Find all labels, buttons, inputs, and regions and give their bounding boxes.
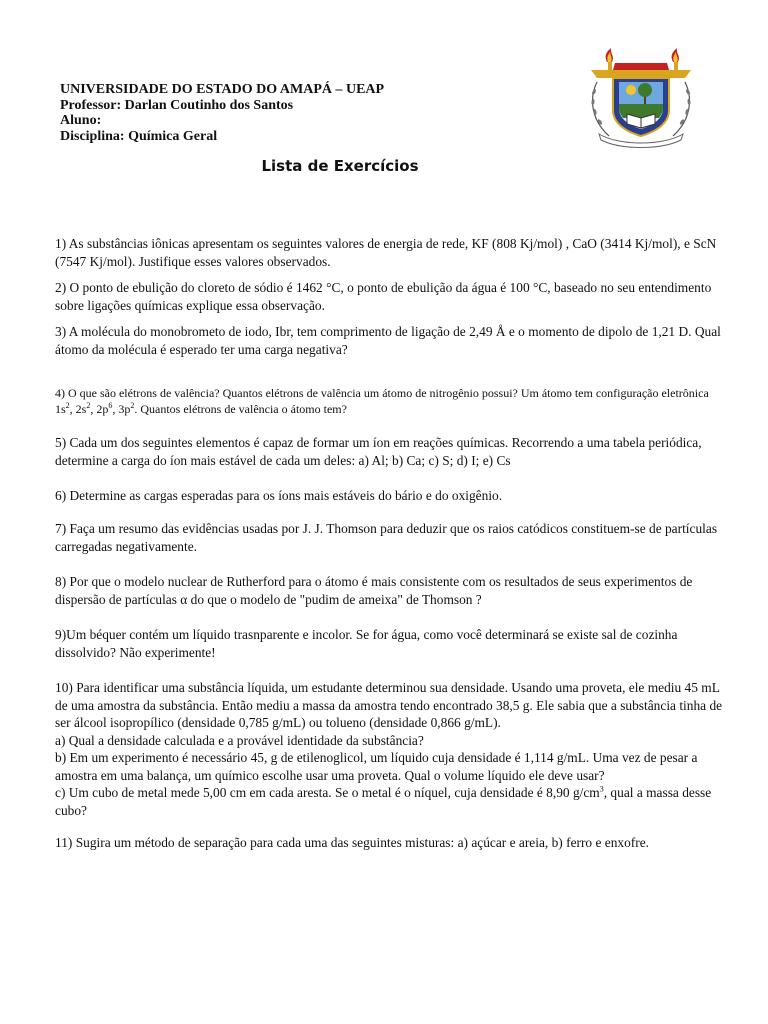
question-7: 7) Faça um resumo das evidências usadas por J. J. Thomson para deduzir que os raios catódicos constituem-se de partículas carregadas negativamente. bbox=[55, 521, 718, 554]
discipline-line: Disciplina: Química Geral bbox=[60, 128, 218, 144]
university-name: UNIVERSIDADE DO ESTADO DO AMAPÁ – UEAP bbox=[60, 82, 385, 97]
question-10-intro: 10) Para identificar uma substância líquida, um estudante determinou sua densidade. Usando uma proveta, ele mediu 45 mL de uma amostra da substância. Então mediu a massa da amostra tendo encontrado 38,5 g. Ele sabia que a substância tinha de ser álcool isopropílico (densidade 0,785 g/mL) ou tolueno (densidade 0,866 g/mL). bbox=[55, 680, 723, 730]
document-header bbox=[60, 82, 384, 144]
question-10-a: a) Qual a densidade calculada e a provável identidade da substância? bbox=[55, 732, 424, 748]
student-line: Aluno: bbox=[60, 113, 102, 128]
question-5: 5) Cada um dos seguintes elementos é capaz de formar um íon em reações químicas. Recorrendo a uma tabela periódica, determine a carga do íon mais estável de cada um deles: a) Al; b) Ca; c) S; d) I; e) Cs bbox=[55, 435, 702, 468]
question-3: 3) A molécula do monobrometo de iodo, Ibr, tem comprimento de ligação de 2,49 Å e o momento de dipolo de 1,21 D. Qual átomo da molécula é esperado ter uma carga negativa? bbox=[55, 324, 721, 357]
university-emblem-icon bbox=[585, 48, 697, 150]
question-1: 1) As substâncias iônicas apresentam os seguintes valores de energia de rede, KF (808 Kj/mol) , CaO (3414 Kj/mol), e ScN (7547 Kj/mol). Justifique esses valores observados. bbox=[55, 236, 717, 269]
question-9: 9)Um béquer contém um líquido trasnparente e incolor. Se for água, como você determinará se existe sal de cozinha dissolvido? Não experimente! bbox=[55, 627, 678, 660]
question-11: 11) Sugira um método de separação para cada uma das seguintes misturas: a) açúcar e areia, b) ferro e enxofre. bbox=[55, 835, 649, 850]
professor-line: Professor: Darlan Coutinho dos Santos bbox=[60, 97, 294, 113]
question-4: 4) O que são elétrons de valência? Quantos elétrons de valência um átomo de nitrogênio possui? Um átomo tem configuração eletrônica $1s^2$, $2s^2$, $2p^6$, $3p^2$. Quantos elétrons de valência o átomo tem? bbox=[55, 386, 709, 416]
question-2: 2) O ponto de ebulição do cloreto de sódio é 1462 °C, o ponto de ebulição da água é 100 °C, baseado no seu entendimento sobre ligações químicas explique essa observação. bbox=[55, 280, 712, 313]
question-6: 6) Determine as cargas esperadas para os íons mais estáveis do bário e do oxigênio. bbox=[55, 488, 503, 503]
question-10-c: c) Um cubo de metal mede 5,00 cm em cada aresta. Se o metal é o níquel, cuja densidade é 8,90 $g/cm^3$, qual a massa desse cubo? bbox=[55, 784, 712, 818]
question-8: 8) Por que o modelo nuclear de Rutherford para o átomo é mais consistente com os resultados de seus experimentos de dispersão de partículas α do que o modelo de "pudim de ameixa" de Thomson ? bbox=[55, 574, 693, 607]
question-10-b: b) Em um experimento é necessário 45, g de etilenoglicol, um líquido cuja densidade é 1,114 g/mL. Uma vez de pesar a amostra em uma balança, um químico escolhe usar uma proveta. Qual o volume líquido ele deve usar? bbox=[55, 750, 698, 783]
page-title: Lista de Exercícios bbox=[261, 157, 419, 175]
question-10 bbox=[55, 679, 723, 819]
